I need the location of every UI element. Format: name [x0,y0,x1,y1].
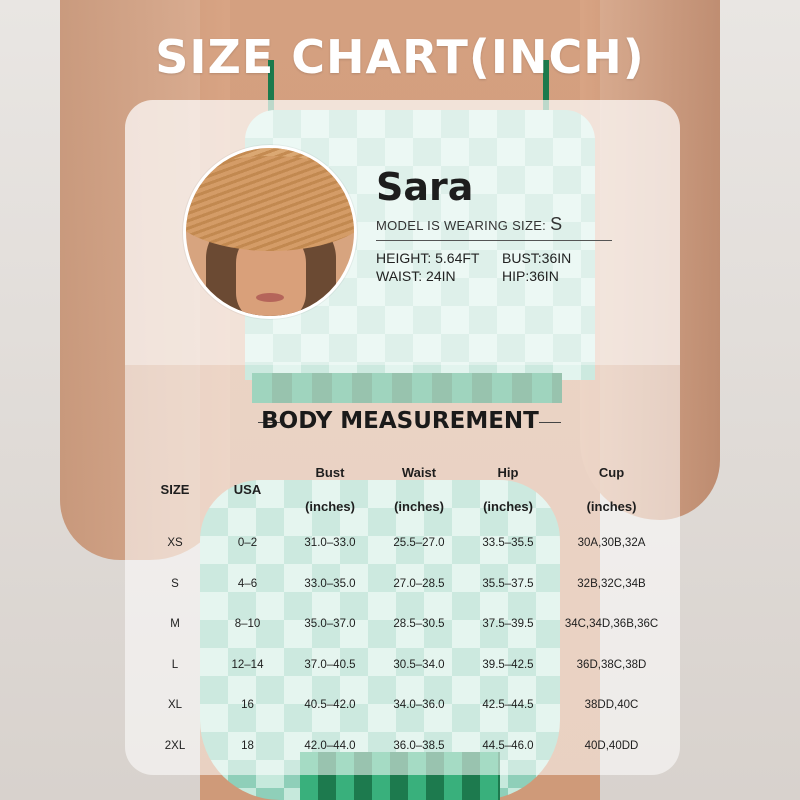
model-info-divider [376,240,612,241]
straw-hat-brim [183,156,357,251]
section-title-line-right [539,422,561,423]
header-cup-unit: (inches) [586,498,637,514]
cell-bust: 40.5–42.0 [304,699,356,712]
cell-cup: 40D,40DD [584,739,639,752]
table-row [140,726,670,767]
header-cup: Cup [598,464,625,480]
wearing-label: MODEL IS WEARING SIZE: [376,218,547,233]
cell-waist: 30.5–34.0 [393,658,445,671]
cell-cup: 38DD,40C [584,699,639,712]
cell-bust: 35.0–37.0 [304,618,356,631]
size-table [140,455,670,766]
cell-cup: 32B,32C,34B [577,577,646,590]
cell-size: S [171,577,179,590]
model-bust: BUST:36IN [502,250,572,266]
cell-waist: 25.5–27.0 [393,537,445,550]
cell-size: M [170,618,180,631]
cell-cup: 36D,38C,38D [576,658,647,671]
cell-cup: 34C,34D,36B,36C [564,618,659,631]
cell-hip: 35.5–37.5 [482,577,534,590]
cell-size: 2XL [164,739,186,752]
cell-hip: 33.5–35.5 [482,537,534,550]
model-avatar [183,145,357,319]
table-row [140,645,670,686]
model-hip: HIP:36IN [502,268,559,284]
cell-size: XL [167,699,183,712]
model-name: Sara [376,165,474,209]
cell-hip: 44.5–46.0 [482,739,534,752]
cell-waist: 27.0–28.5 [393,577,445,590]
cell-bust: 42.0–44.0 [304,739,356,752]
header-waist: Waist [401,464,437,480]
table-row [140,604,670,645]
wearing-size-value: S [550,214,563,234]
avatar-lips [256,293,284,302]
table-row [140,685,670,726]
cell-bust: 33.0–35.0 [304,577,356,590]
cell-usa: 18 [241,739,254,752]
header-hip: Hip [497,464,519,480]
cell-usa: 8–10 [234,618,261,631]
header-waist-unit: (inches) [394,498,444,514]
cell-cup: 30A,30B,32A [577,537,646,550]
header-hip-unit: (inches) [483,498,533,514]
cell-hip: 39.5–42.5 [482,658,534,671]
cell-bust: 31.0–33.0 [304,537,356,550]
model-stats [376,250,636,286]
table-row [140,523,670,564]
model-wearing-size [376,214,562,235]
cell-waist: 36.0–38.5 [393,739,445,752]
cell-usa: 0–2 [237,537,258,550]
cell-hip: 42.5–44.5 [482,699,534,712]
header-bust: Bust [315,464,345,480]
section-title: BODY MEASUREMENT [261,408,539,434]
cell-bust: 37.0–40.5 [304,658,356,671]
cell-size: XS [167,537,183,550]
model-waist: WAIST: 24IN [376,268,456,284]
cell-usa: 16 [241,699,254,712]
cell-size: L [171,658,179,671]
cell-waist: 34.0–36.0 [393,699,445,712]
cell-hip: 37.5–39.5 [482,618,534,631]
cell-usa: 12–14 [231,658,264,671]
header-usa: USA [233,481,262,497]
header-bust-unit: (inches) [305,498,355,514]
header-size: SIZE [160,481,190,497]
model-height: HEIGHT: 5.64FT [376,250,480,266]
cell-waist: 28.5–30.5 [393,618,445,631]
page-title: SIZE CHART(INCH) [155,30,645,84]
cell-usa: 4–6 [237,577,258,590]
table-row [140,564,670,605]
